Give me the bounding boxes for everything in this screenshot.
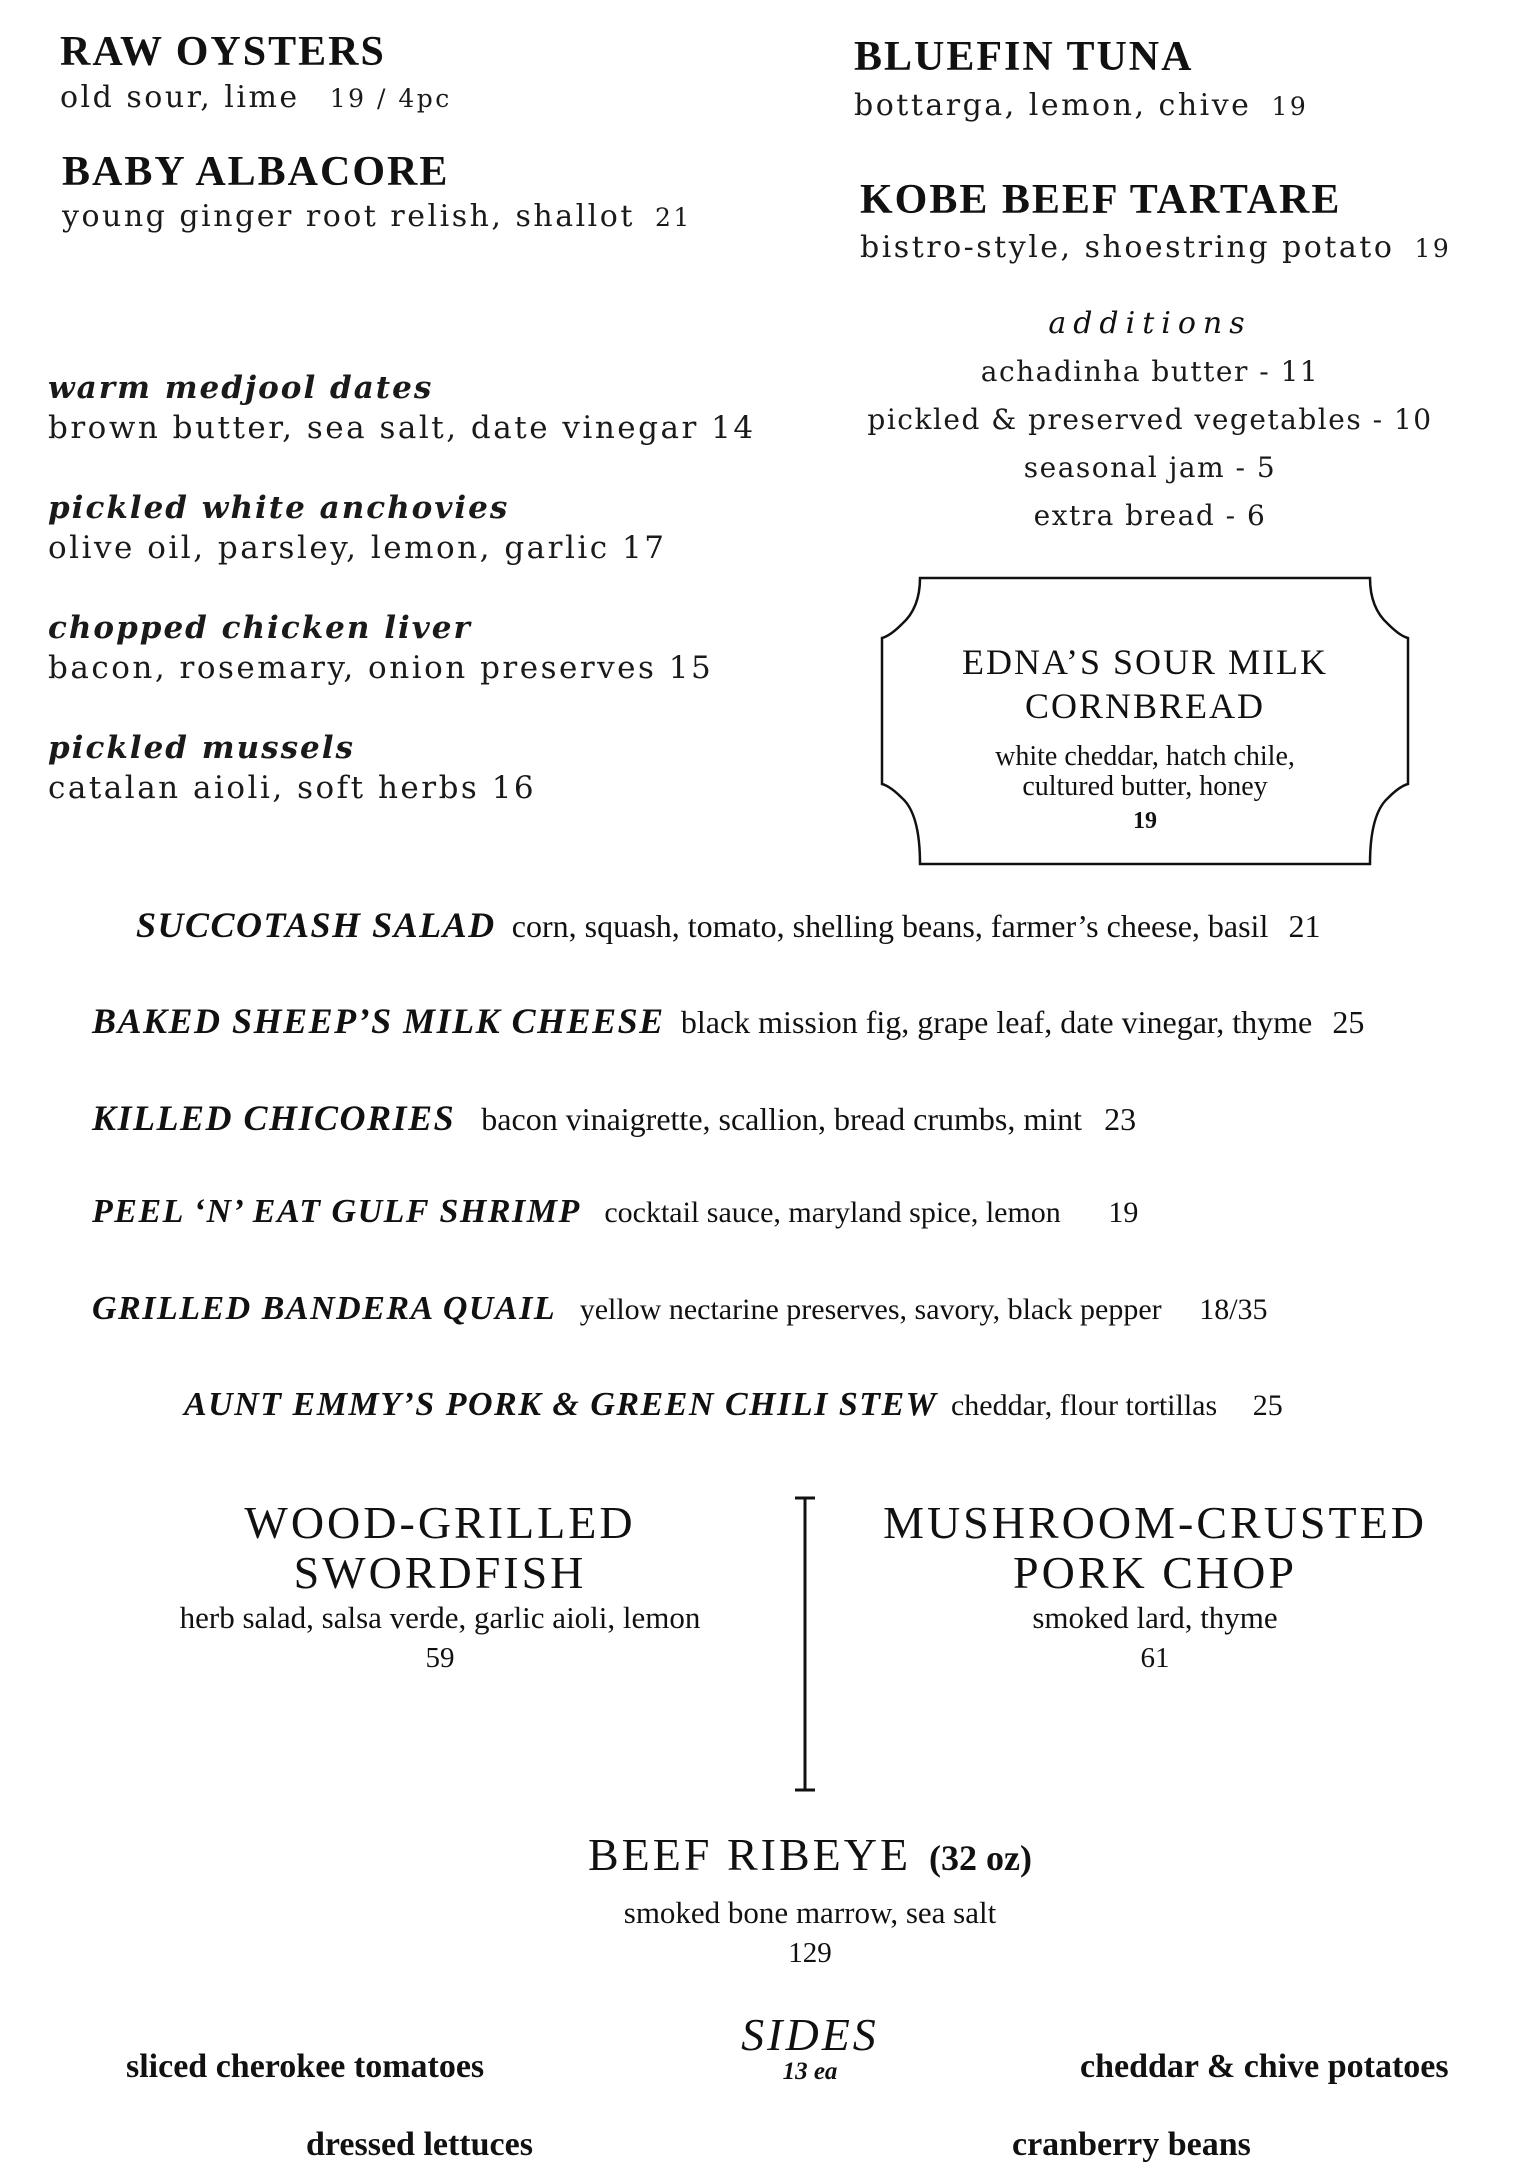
small-plate-name: warm medjool dates xyxy=(48,370,434,406)
side-item: sliced cherokee tomatoes xyxy=(126,2048,485,2085)
menu-item-price: 25 xyxy=(1252,1389,1283,1422)
raw-oysters-price: 19 / 4pc xyxy=(329,84,452,113)
menu-item-name: PEEL ‘N’ EAT GULF SHRIMP xyxy=(92,1193,581,1230)
bluefin-tuna-line xyxy=(854,88,1308,123)
menu-item-desc: cheddar, flour tortillas xyxy=(950,1389,1218,1422)
ribeye-size: (32 oz) xyxy=(929,1838,1033,1878)
menu-item-price: 25 xyxy=(1332,1004,1365,1040)
swordfish-desc: herb salad, salsa verde, garlic aioli, lemon xyxy=(179,1600,701,1635)
menu-item-desc: black mission fig, grape leaf, date vinegar, thyme xyxy=(680,1004,1313,1040)
menu-item-desc: bacon vinaigrette, scallion, bread crumbs, mint xyxy=(481,1101,1082,1137)
kobe-tartare-desc: bistro-style, shoestring potato xyxy=(860,230,1395,265)
raw-oysters-line xyxy=(60,80,452,115)
additions-heading: additions xyxy=(1048,306,1252,341)
menu-item-desc: yellow nectarine preserves, savory, black pepper xyxy=(579,1293,1162,1326)
cornbread-desc-line1: white cheddar, hatch chile, xyxy=(995,741,1295,772)
addition-item: achadinha butter - 11 xyxy=(980,355,1320,388)
baby-albacore-title: BABY ALBACORE xyxy=(62,149,450,195)
swordfish-block xyxy=(120,1498,760,1678)
baby-albacore-desc: young ginger root relish, shallot xyxy=(62,199,635,234)
kobe-tartare-title: KOBE BEEF TARTARE xyxy=(860,177,1342,223)
bluefin-tuna-title: BLUEFIN TUNA xyxy=(854,34,1194,80)
menu-item-row xyxy=(92,1097,1136,1139)
menu-item-row xyxy=(184,1386,1283,1424)
small-plate-desc: bacon, rosemary, onion preserves 15 xyxy=(48,650,714,686)
cornbread-title-line2: CORNBREAD xyxy=(1024,686,1266,726)
small-plate-name: chopped chicken liver xyxy=(48,610,472,646)
side-item: dressed lettuces xyxy=(306,2126,533,2163)
menu-item-row xyxy=(92,1000,1364,1042)
swordfish-title-line1: WOOD-GRILLED xyxy=(244,1497,636,1548)
kobe-tartare-line xyxy=(860,230,1451,265)
menu-item-price: 23 xyxy=(1104,1101,1137,1137)
cornbread-title-line1: EDNA’S SOUR MILK xyxy=(961,642,1329,682)
additions-block xyxy=(860,300,1440,540)
addition-item: seasonal jam - 5 xyxy=(1023,451,1277,484)
swordfish-title-line2: SWORDFISH xyxy=(293,1547,587,1598)
pork-chop-title-line2: PORK CHOP xyxy=(1013,1547,1297,1598)
baby-albacore-price: 21 xyxy=(654,203,692,232)
raw-oysters-title: RAW OYSTERS xyxy=(60,29,386,75)
pork-chop-price: 61 xyxy=(1140,1642,1170,1674)
bluefin-tuna-price: 19 xyxy=(1271,92,1309,121)
menu-item-name: GRILLED BANDERA QUAIL xyxy=(92,1290,557,1327)
small-plate-desc: olive oil, parsley, lemon, garlic 17 xyxy=(48,530,667,566)
addition-item: extra bread - 6 xyxy=(1033,499,1267,532)
small-plate-desc: brown butter, sea salt, date vinegar 14 xyxy=(48,410,756,446)
menu-item-price: 18/35 xyxy=(1199,1293,1268,1326)
side-item: cheddar & chive potatoes xyxy=(1080,2048,1449,2085)
menu-item-row xyxy=(136,904,1321,946)
sides-price-note: 13 ea xyxy=(782,2058,838,2085)
pork-chop-block xyxy=(830,1498,1480,1678)
bluefin-tuna-desc: bottarga, lemon, chive xyxy=(854,88,1252,123)
raw-oysters-desc: old sour, lime xyxy=(60,80,300,115)
menu-item-desc: corn, squash, tomato, shelling beans, farmer’s cheese, basil xyxy=(511,908,1269,944)
menu-item-name: BAKED SHEEP’S MILK CHEESE xyxy=(92,1001,665,1041)
menu-item-price: 21 xyxy=(1288,908,1321,944)
small-plate-name: pickled white anchovies xyxy=(48,490,510,526)
addition-item: pickled & preserved vegetables - 10 xyxy=(867,403,1433,436)
menu-item-desc: cocktail sauce, maryland spice, lemon xyxy=(604,1196,1061,1229)
swordfish-price: 59 xyxy=(425,1642,455,1674)
cornbread-box xyxy=(880,640,1410,840)
cornbread-desc-line2: cultured butter, honey xyxy=(1022,771,1268,802)
small-plate-desc: catalan aioli, soft herbs 16 xyxy=(48,770,537,806)
cornbread-price: 19 xyxy=(1133,808,1157,834)
menu-item-row xyxy=(92,1193,1138,1231)
ribeye-title-line xyxy=(460,1828,1160,1893)
kobe-tartare-price: 19 xyxy=(1414,234,1452,263)
menu-item-row xyxy=(92,1290,1268,1328)
ribeye-block xyxy=(460,1828,1160,1973)
sides-heading: SIDES xyxy=(741,2009,879,2060)
small-plate-name: pickled mussels xyxy=(48,730,355,766)
mains-divider xyxy=(790,1494,820,1794)
ribeye-desc: smoked bone marrow, sea salt xyxy=(623,1895,997,1930)
menu-item-price: 19 xyxy=(1108,1196,1139,1229)
menu-item-name: AUNT EMMY’S PORK & GREEN CHILI STEW xyxy=(184,1386,938,1423)
ribeye-title: BEEF RIBEYE xyxy=(587,1829,912,1880)
ribeye-price: 129 xyxy=(788,1937,832,1969)
baby-albacore-line xyxy=(62,199,692,234)
pork-chop-desc: smoked lard, thyme xyxy=(1032,1600,1278,1635)
pork-chop-title-line1: MUSHROOM-CRUSTED xyxy=(883,1497,1427,1548)
menu-item-name: KILLED CHICORIES xyxy=(92,1098,456,1138)
menu-item-name: SUCCOTASH SALAD xyxy=(136,905,496,945)
side-item: cranberry beans xyxy=(1012,2126,1251,2163)
